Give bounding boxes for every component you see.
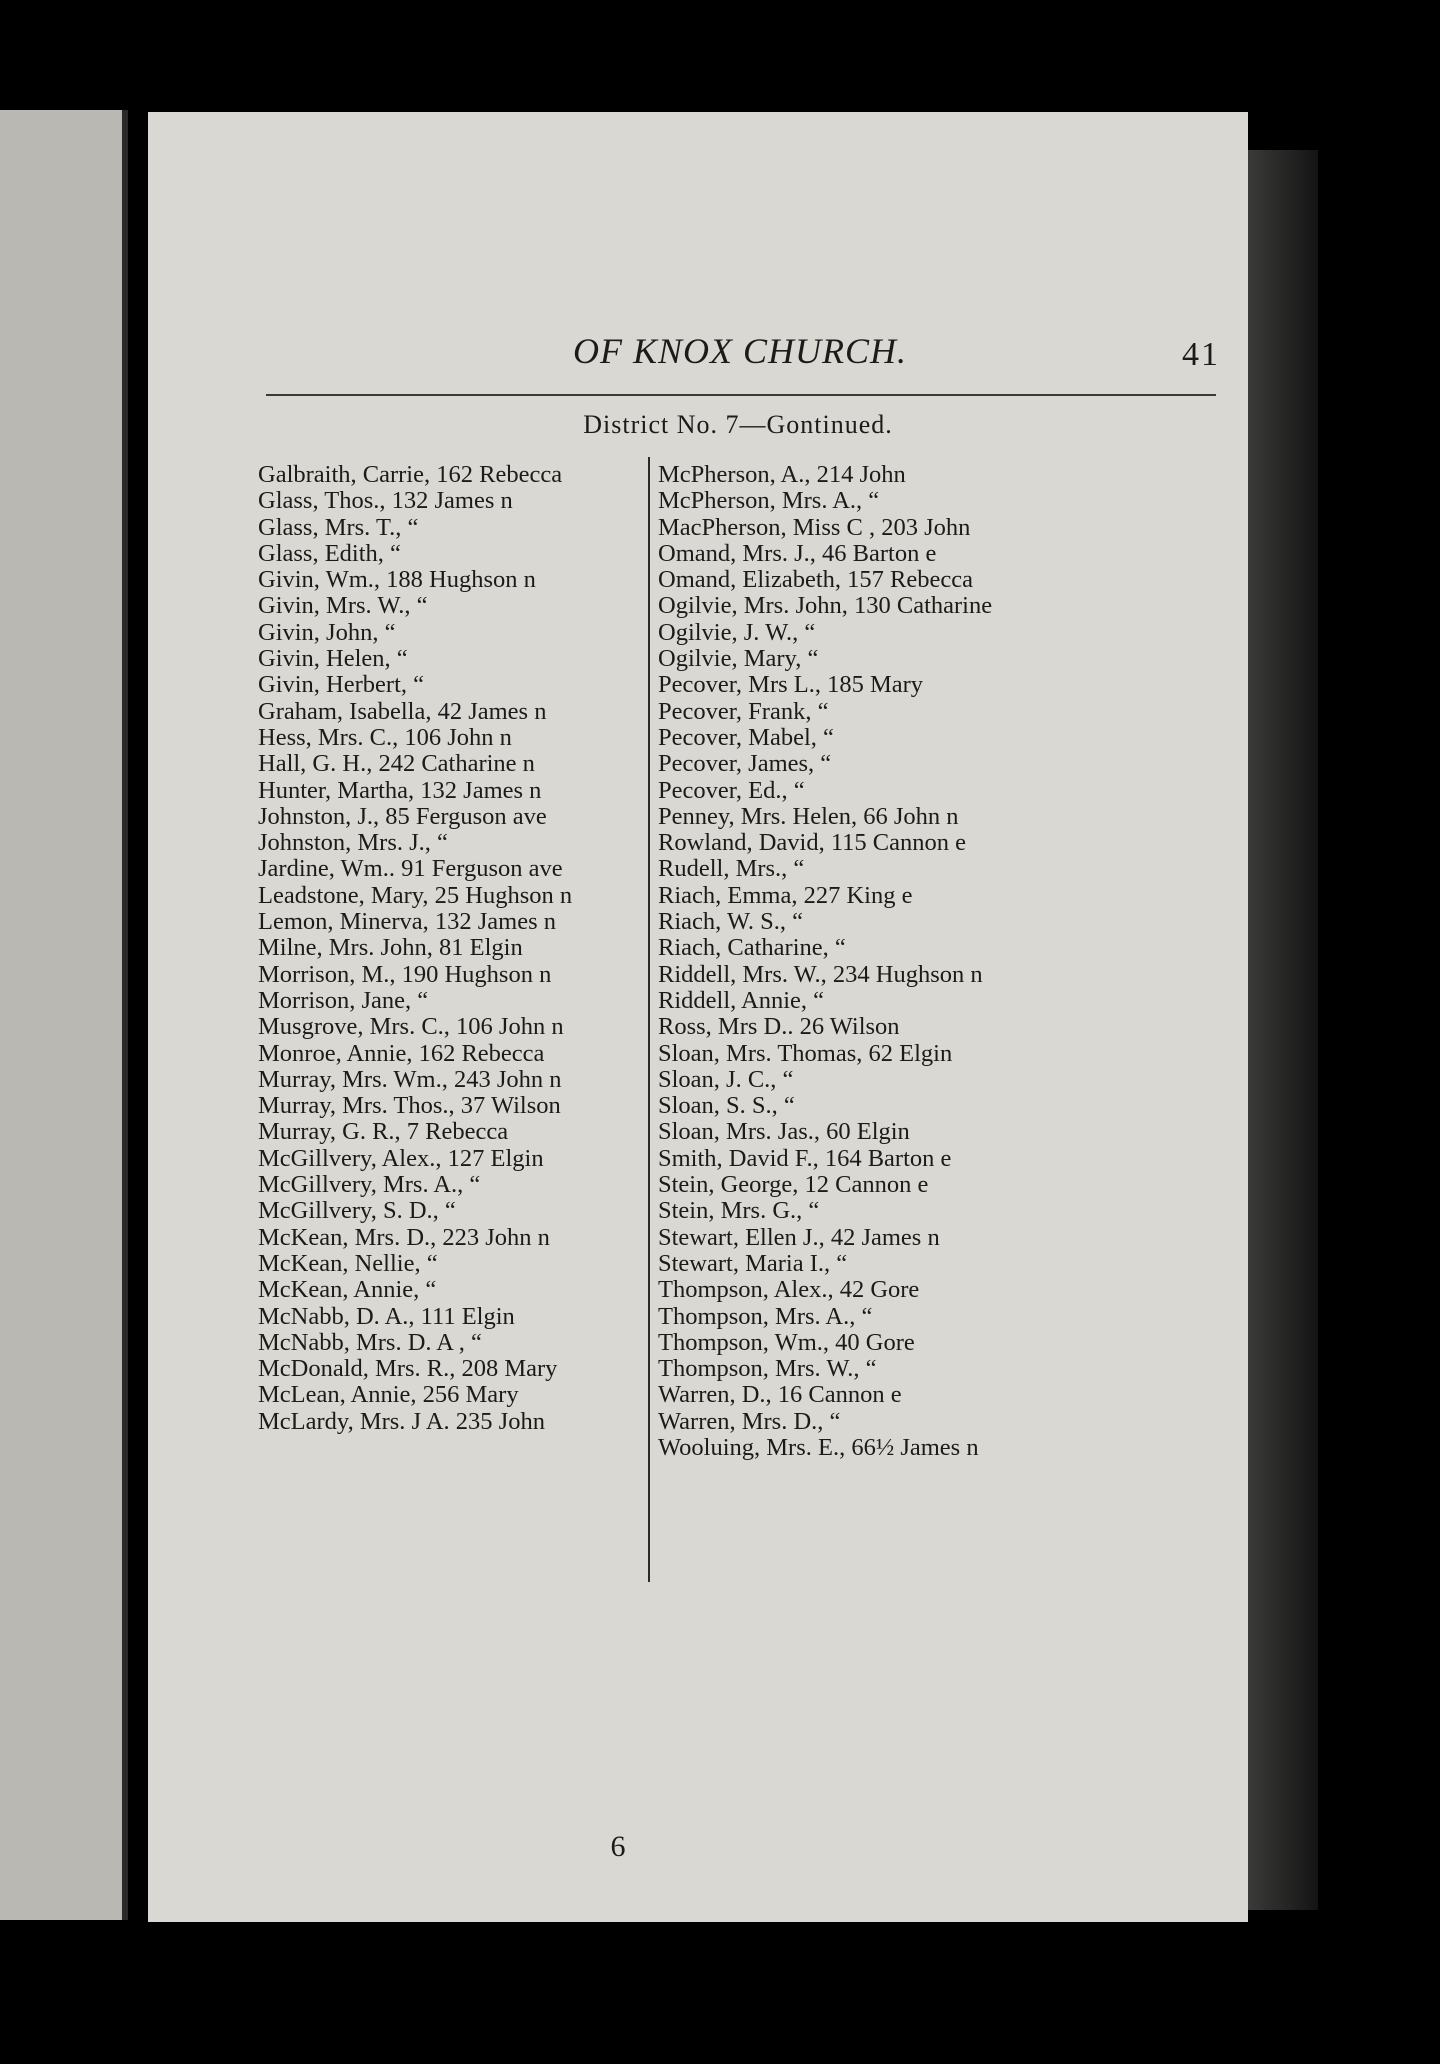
member-entry: Smith, David F., 164 Barton e	[658, 1144, 952, 1172]
member-entry: Pecover, Mabel, “	[658, 723, 834, 751]
member-entry: McLean, Annie, 256 Mary	[258, 1381, 519, 1409]
member-entry: McGillvery, S. D., “	[258, 1197, 456, 1225]
member-entry: Pecover, James, “	[658, 750, 832, 778]
header-rule	[266, 394, 1216, 396]
member-entry: Riach, Catharine, “	[658, 934, 846, 962]
book-gutter	[122, 110, 128, 1920]
member-entry: Stewart, Maria I., “	[658, 1249, 848, 1277]
member-entry: Givin, Wm., 188 Hughson n	[258, 566, 536, 594]
member-entry: Milne, Mrs. John, 81 Elgin	[258, 934, 523, 962]
member-entry: Omand, Elizabeth, 157 Rebecca	[658, 566, 973, 594]
member-entry: Murray, G. R., 7 Rebecca	[258, 1118, 509, 1146]
member-entry: Hess, Mrs. C., 106 John n	[258, 723, 512, 751]
directory-page	[148, 112, 1248, 1922]
member-entry: Stein, George, 12 Cannon e	[658, 1171, 929, 1199]
member-entry: Wooluing, Mrs. E., 66½ James n	[658, 1433, 979, 1461]
member-entry: Ogilvie, Mrs. John, 130 Catharine	[658, 592, 993, 620]
member-entry: Graham, Isabella, 42 James n	[258, 697, 547, 725]
member-entry: Morrison, M., 190 Hughson n	[258, 960, 552, 988]
member-entry: Thompson, Mrs. A., “	[658, 1302, 873, 1330]
member-entry: Riach, W. S., “	[658, 908, 803, 936]
member-entry: McDonald, Mrs. R., 208 Mary	[258, 1355, 558, 1383]
member-entry: Riddell, Annie, “	[658, 986, 825, 1014]
member-entry: Sloan, S. S., “	[658, 1092, 795, 1120]
district-heading: District No. 7—Gontinued.	[583, 410, 893, 439]
member-entry: McNabb, D. A., 111 Elgin	[258, 1302, 515, 1330]
member-entry: Sloan, J. C., “	[658, 1065, 794, 1093]
member-entry: McGillvery, Mrs. A., “	[258, 1171, 481, 1199]
member-entry: Penney, Mrs. Helen, 66 John n	[658, 802, 959, 830]
member-entry: Thompson, Alex., 42 Gore	[658, 1276, 920, 1304]
member-entry: Glass, Edith, “	[258, 539, 401, 567]
member-entry: McKean, Annie, “	[258, 1276, 437, 1304]
member-entry: Ogilvie, J. W., “	[658, 618, 816, 646]
member-entry: Givin, Herbert, “	[258, 671, 424, 699]
member-entry: Sloan, Mrs. Jas., 60 Elgin	[658, 1118, 910, 1146]
member-entry: Pecover, Mrs L., 185 Mary	[658, 671, 924, 699]
member-entry: Warren, D., 16 Cannon e	[658, 1381, 902, 1409]
member-entry: Givin, Helen, “	[258, 645, 408, 673]
member-entry: McKean, Mrs. D., 223 John n	[258, 1223, 550, 1251]
member-entry: Pecover, Frank, “	[658, 697, 829, 725]
member-entry: Murray, Mrs. Thos., 37 Wilson	[258, 1092, 561, 1120]
member-entry: Rudell, Mrs., “	[658, 855, 805, 883]
member-entry: Galbraith, Carrie, 162 Rebecca	[258, 461, 563, 488]
member-entry: Musgrove, Mrs. C., 106 John n	[258, 1013, 564, 1041]
member-entry: Stein, Mrs. G., “	[658, 1197, 820, 1225]
member-entry: MacPherson, Miss C , 203 John	[658, 513, 971, 541]
member-entry: Thompson, Mrs. W., “	[658, 1355, 877, 1383]
member-entry: Glass, Thos., 132 James n	[258, 487, 513, 515]
member-entry: McGillvery, Alex., 127 Elgin	[258, 1144, 544, 1172]
member-entry: Jardine, Wm.. 91 Ferguson ave	[258, 855, 563, 883]
facing-page-edge	[0, 110, 128, 1920]
member-entry: McPherson, A., 214 John	[658, 461, 906, 488]
member-entry: Johnston, Mrs. J., “	[258, 829, 448, 857]
member-entry: Johnston, J., 85 Ferguson ave	[258, 802, 547, 830]
member-entry: Stewart, Ellen J., 42 James n	[658, 1223, 940, 1251]
member-entry: Givin, John, “	[258, 618, 396, 646]
member-entry: Omand, Mrs. J., 46 Barton e	[658, 539, 937, 567]
member-entry: Monroe, Annie, 162 Rebecca	[258, 1039, 545, 1067]
member-entry: Lemon, Minerva, 132 James n	[258, 908, 557, 936]
member-entry: Pecover, Ed., “	[658, 776, 805, 804]
member-entry: McLardy, Mrs. J A. 235 John	[258, 1407, 545, 1435]
member-entry: McKean, Nellie, “	[258, 1249, 438, 1277]
member-entry: Glass, Mrs. T., “	[258, 513, 419, 541]
member-entry: Hall, G. H., 242 Catharine n	[258, 750, 535, 778]
page-number: 41	[1182, 336, 1220, 373]
member-entry: Ross, Mrs D.. 26 Wilson	[658, 1013, 900, 1041]
member-entry: McNabb, Mrs. D. A , “	[258, 1328, 482, 1356]
signature-mark: 6	[610, 1830, 626, 1863]
member-entry: Rowland, David, 115 Cannon e	[658, 829, 967, 857]
member-entry: Leadstone, Mary, 25 Hughson n	[258, 881, 573, 909]
member-entry: Riddell, Mrs. W., 234 Hughson n	[658, 960, 983, 988]
member-entry: Sloan, Mrs. Thomas, 62 Elgin	[658, 1039, 953, 1067]
member-entry: Warren, Mrs. D., “	[658, 1407, 841, 1435]
member-entry: Hunter, Martha, 132 James n	[258, 776, 542, 804]
running-head: OF KNOX CHURCH.	[572, 331, 907, 371]
member-entry: Morrison, Jane, “	[258, 986, 429, 1014]
member-entry: McPherson, Mrs. A., “	[658, 487, 880, 515]
member-entry: Givin, Mrs. W., “	[258, 592, 428, 620]
member-entry: Thompson, Wm., 40 Gore	[658, 1328, 915, 1356]
member-entry: Riach, Emma, 227 King e	[658, 881, 913, 909]
right-member-list	[658, 462, 1258, 1461]
column-divider	[648, 457, 650, 1582]
member-entry: Ogilvie, Mary, “	[658, 645, 819, 673]
member-entry: Murray, Mrs. Wm., 243 John n	[258, 1065, 562, 1093]
page-stack-shadow	[1248, 150, 1318, 1910]
